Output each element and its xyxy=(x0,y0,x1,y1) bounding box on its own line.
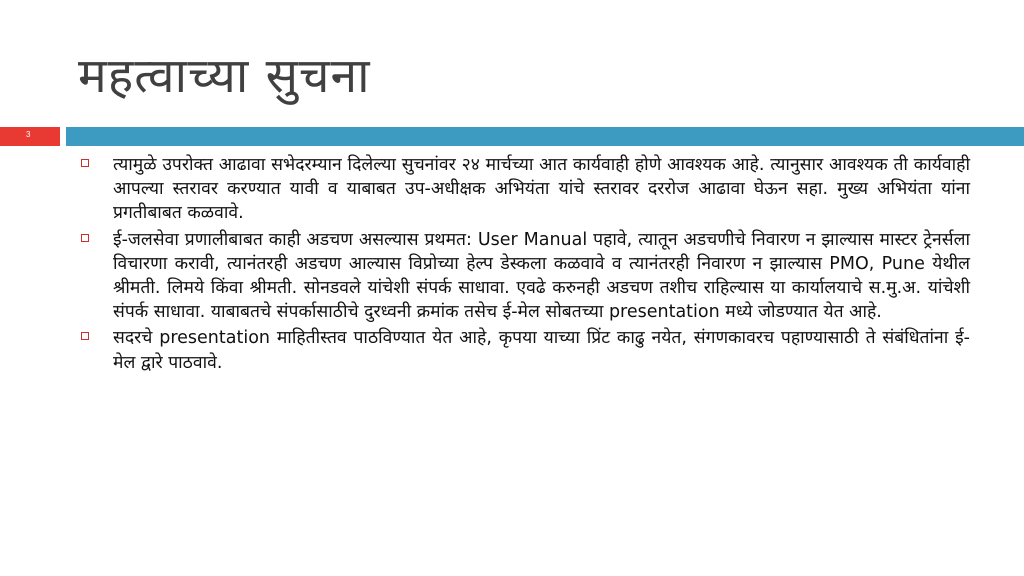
square-bullet-icon xyxy=(81,332,89,340)
list-item xyxy=(80,228,970,325)
list-item-text: सदरचे presentation माहितीस्तव पाठविण्यात येत आहे, कृपया याच्या प्रिंट काढु नयेत, संगणकावरच पहाण्यासाठी ते संबंधितांना ई-मेल द्वारे पाठवावे. xyxy=(113,328,970,373)
square-bullet-icon xyxy=(81,159,89,167)
list-item xyxy=(80,153,970,226)
slide-title: महत्वाच्या सुचना xyxy=(78,48,371,104)
title-divider-bar xyxy=(66,127,1024,146)
square-bullet-icon xyxy=(81,234,89,242)
slide-number: 3 xyxy=(26,130,31,139)
list-item-text: ई-जलसेवा प्रणालीबाबत काही अडचण असल्यास प्रथमत: User Manual पहावे, त्यातून अडचणीचे निवारण न झाल्यास मास्टर ट्रेनर्सला विचारणा करावी, त्यानंतरही अडचण आल्यास विप्रोच्या हेल्प डेस्कला कळवावे व त्यानंतरही निवारण न झाल्यास PMO, Pune येथील श्रीमती. लिमये किंवा श्रीमती. सोनडवले यांचेशी संपर्क साधावा. एवढे करुनही अडचण तशीच राहिल्यास या कार्यालयाचे स.मु.अ. यांचेशी संपर्क साधावा. याबाबतचे संपर्कासाठीचे दुरध्वनी क्रमांक तसेच ई-मेल सोबतच्या presentation मध्ये जोडण्यात येत आहे. xyxy=(113,229,970,323)
list-item xyxy=(80,326,970,374)
list-item-text: त्यामुळे उपरोक्त आढावा सभेदरम्यान दिलेल्या सुचनांवर २४ मार्चच्या आत कार्यवाही होणे आवश्यक आहे. त्यानुसार आवश्यक ती कार्यवाही आपल्या स्तरावर करण्यात यावी व याबाबत उप-अधीक्षक अभियंता यांचे स्तरावर दररोज आढावा घेऊन सहा. मुख्य अभियंता यांना प्रगतीबाबत कळवावे. xyxy=(113,155,970,224)
bullet-list xyxy=(80,153,970,377)
